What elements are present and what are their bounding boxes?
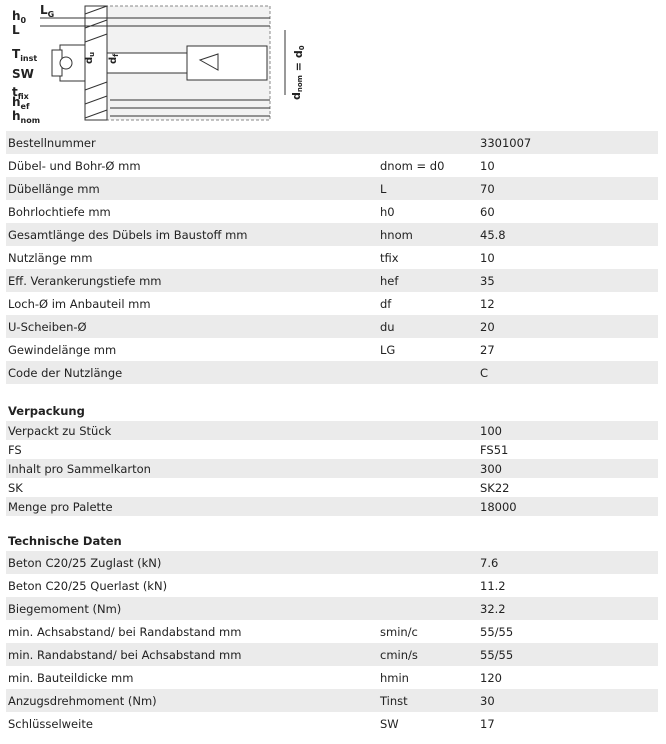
svg-text:h0: $h_0$ [12,9,27,25]
row-label: min. Achsabstand/ bei Randabstand mm [8,624,242,639]
spec-table [6,131,658,735]
row-symbol: hmin [380,670,409,685]
row-label: Eff. Verankerungstiefe mm [8,273,162,288]
row-symbol: tfix [380,250,399,265]
row-label: Schlüsselweite [8,716,93,731]
svg-text:df: $d_f$ [108,53,120,64]
row-value: FS51 [480,442,509,457]
svg-text:hnom: $h_{nom}$ [12,109,41,125]
row-value: 100 [480,423,502,438]
row-value: 27 [480,342,495,357]
row-symbol: hef [380,273,399,288]
row-value: 17 [480,716,495,731]
table-row [6,246,658,269]
row-symbol: cmin/s [380,647,418,662]
row-symbol: df [380,296,392,311]
section-technische-daten: Technische Daten [8,534,122,548]
row-symbol: SW [380,716,399,731]
row-label: Gesamtlänge des Dübels im Baustoff mm [8,227,248,242]
table-row [6,666,658,689]
table-row [6,361,658,384]
table-row [6,459,658,478]
table-row [6,643,658,666]
svg-text:hef: $h_{ef}$ [12,95,30,111]
row-value: 10 [480,158,495,173]
row-label: Bohrlochtiefe mm [8,204,111,219]
anchor-diagram [0,0,320,128]
table-row [6,177,658,200]
svg-text:du: $d_u$ [84,51,96,64]
svg-text:dnom = d0: dnom = d0 [290,45,306,100]
svg-text:tfix: $t_{fix}$ [12,85,29,101]
row-label: min. Randabstand/ bei Achsabstand mm [8,647,242,662]
row-value: 300 [480,461,502,476]
section-verpackung: Verpackung [8,404,85,418]
row-label: FS [8,442,22,457]
table-row [6,574,658,597]
table-row [6,223,658,246]
row-symbol: dnom = d0 [380,158,445,173]
row-label: Bestellnummer [8,135,96,150]
row-label: Nutzlänge mm [8,250,93,265]
svg-text:L: L [12,23,20,37]
row-label: Menge pro Palette [8,499,113,514]
row-label: SK [8,480,23,495]
row-value: 10 [480,250,495,265]
table-row [6,440,658,459]
row-symbol: Tinst [380,693,408,708]
table-row [6,689,658,712]
table-row [6,338,658,361]
table-row [6,551,658,574]
row-label: min. Bauteildicke mm [8,670,134,685]
row-value: 20 [480,319,495,334]
row-value: 12 [480,296,495,311]
table-row [6,315,658,338]
table-row [6,154,658,177]
svg-text:LG: $L_G$ [40,3,55,19]
svg-text:Tinst: $T_{inst}$ [12,47,38,63]
row-symbol: hnom [380,227,413,242]
row-label: Dübel- und Bohr-Ø mm [8,158,141,173]
row-value: 120 [480,670,502,685]
row-label: Inhalt pro Sammelkarton [8,461,151,476]
row-value: 3301007 [480,135,532,150]
table-row [6,712,658,735]
row-label: Gewindelänge mm [8,342,117,357]
row-value: SK22 [480,480,510,495]
svg-text:SW: SW [12,67,34,81]
row-label: Anzugsdrehmoment (Nm) [8,693,157,708]
row-value: 32.2 [480,601,506,616]
row-symbol: L [380,181,387,196]
row-value: 55/55 [480,624,514,639]
row-label: Beton C20/25 Zuglast (kN) [8,555,162,570]
row-label: Code der Nutzlänge [8,365,123,380]
row-label: Beton C20/25 Querlast (kN) [8,578,168,593]
table-row [6,131,658,154]
table-row [6,200,658,223]
row-label: Dübellänge mm [8,181,100,196]
row-symbol: du [380,319,395,334]
row-value: 18000 [480,499,517,514]
table-row [6,269,658,292]
table-row [6,620,658,643]
row-value: 11.2 [480,578,506,593]
table-row [6,497,658,516]
row-value: 70 [480,181,495,196]
table-row [6,292,658,315]
row-value: 7.6 [480,555,499,570]
row-value: 55/55 [480,647,514,662]
row-label: Verpackt zu Stück [8,423,112,438]
row-value: 30 [480,693,495,708]
row-label: U-Scheiben-Ø [8,319,87,334]
row-symbol: smin/c [380,624,418,639]
row-symbol: LG [380,342,396,357]
row-value: 60 [480,204,495,219]
row-value: 35 [480,273,495,288]
table-row [6,597,658,620]
row-value: C [480,365,489,380]
row-value: 45.8 [480,227,506,242]
row-label: Biegemoment (Nm) [8,601,122,616]
row-symbol: h0 [380,204,395,219]
row-label: Loch-Ø im Anbauteil mm [8,296,151,311]
table-row [6,421,658,440]
table-row [6,478,658,497]
